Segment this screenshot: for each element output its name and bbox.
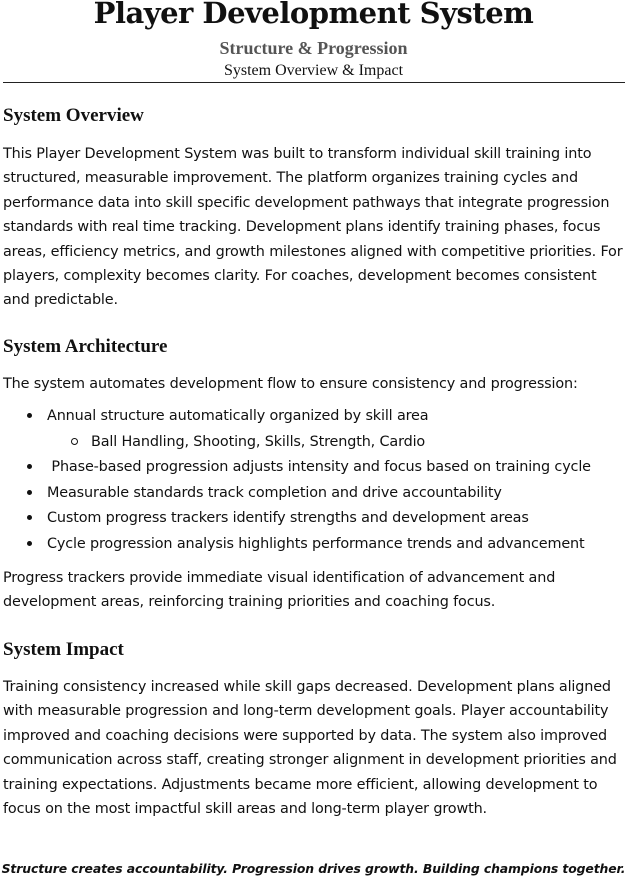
bullet-disc-icon xyxy=(27,541,32,546)
overview-paragraph: This Player Development System was built to transform individual skill training into structured, measurable improvement. The platform organizes training cycles and performance data into skill specific development pathways that integrate progression standards with real time tracking. Development plans identify training phases, focus areas, efficiency metrics, and growth milestones aligned with competitive priorities. For players, complexity becomes clarity. For coaches, development becomes consistent and predictable. xyxy=(3,146,623,309)
list-item xyxy=(0,455,627,481)
list-item-text: Custom progress trackers identify strengths and development areas xyxy=(47,510,529,526)
bullet-circle-icon xyxy=(71,438,78,445)
document-title: Player Development System xyxy=(93,0,534,30)
impact-heading: System Impact xyxy=(3,639,124,660)
list-item xyxy=(0,532,627,558)
list-item-text: Phase-based progression adjusts intensity and focus based on training cycle xyxy=(47,459,591,475)
overview-heading: System Overview xyxy=(3,105,144,126)
list-item xyxy=(0,506,627,532)
list-item xyxy=(0,404,627,430)
list-item-text: Cycle progression analysis highlights performance trends and advancement xyxy=(47,535,585,552)
list-item-text: Measurable standards track completion and drive accountability xyxy=(47,484,502,501)
document-subtitle: Structure & Progression xyxy=(219,38,408,58)
list-item xyxy=(0,481,627,507)
bullet-disc-icon xyxy=(27,464,32,469)
architecture-intro: The system automates development flow to ensure consistency and progression: xyxy=(3,376,578,392)
list-item-text: Ball Handling, Shooting, Skills, Strength, Cardio xyxy=(91,433,426,450)
impact-paragraph: Training consistency increased while skill gaps decreased. Development plans aligned with measurable progression and long-term development goals. Player accountability improved and coaching decisions were supported by data. The system also improved communication across staff, creating stronger alignment in development priorities and training expectations. Adjustments became more efficient, allowing development to focus on the most impactful skill areas and long-term player growth. xyxy=(3,679,617,818)
header-divider xyxy=(3,82,625,83)
list-item-text: Annual structure automatically organized by skill area xyxy=(47,408,429,424)
closing-tagline: Structure creates accountability. Progression drives growth. Building champions together. xyxy=(1,861,626,876)
bullet-disc-icon xyxy=(27,413,32,418)
list-item xyxy=(0,430,627,456)
bullet-disc-icon xyxy=(27,490,32,495)
document-subsubtitle: System Overview & Impact xyxy=(223,62,404,79)
bullet-disc-icon xyxy=(27,515,32,520)
architecture-bullet-list xyxy=(0,404,627,557)
architecture-heading: System Architecture xyxy=(3,336,168,357)
architecture-outro: Progress trackers provide immediate visual identification of advancement and development areas, reinforcing training priorities and coaching focus. xyxy=(3,570,556,611)
